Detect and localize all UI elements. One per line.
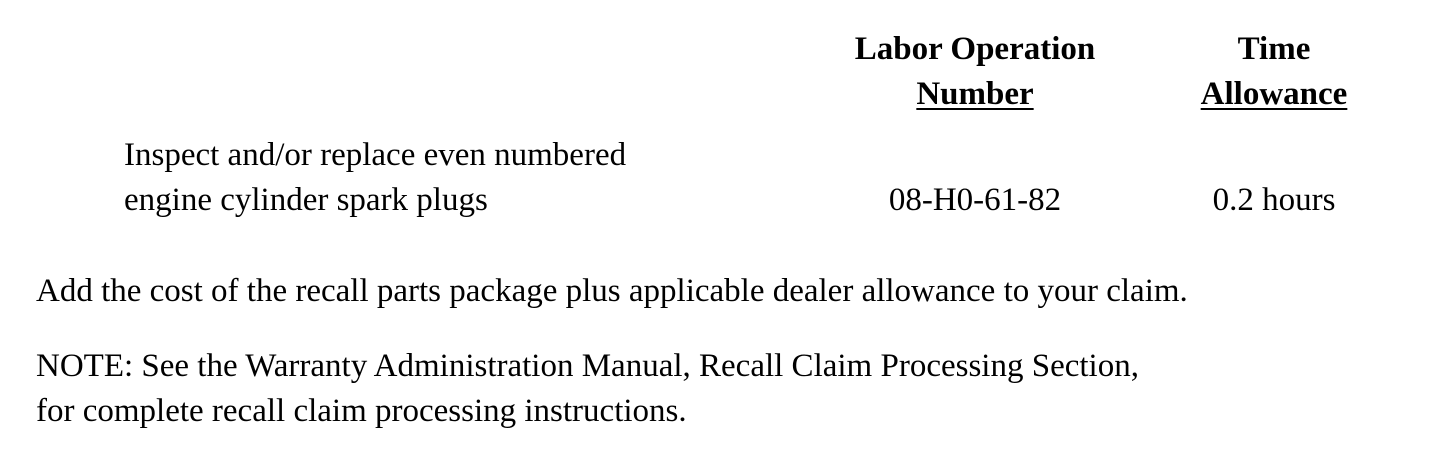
- time-allowance-header: [1150, 27, 1398, 117]
- labor-operation-number-header: [800, 27, 1150, 117]
- operation-description: [124, 133, 626, 223]
- description-line: Inspect and/or replace even numbered: [124, 137, 627, 173]
- labor-operation-number-value: 08-H0-61-82: [888, 182, 1062, 218]
- note-paragraph: [36, 344, 1139, 434]
- header-line: Labor Operation: [854, 31, 1096, 67]
- claim-cost-paragraph: Add the cost of the recall parts package plus applicable dealer allowance to your claim.: [36, 273, 1188, 309]
- note-text: for complete recall claim processing instructions.: [36, 393, 687, 429]
- note-label: NOTE:: [36, 348, 134, 384]
- header-line-underlined: Allowance: [1200, 76, 1348, 112]
- description-line: engine cylinder spark plugs: [124, 182, 488, 218]
- header-line: Time: [1237, 31, 1311, 67]
- note-text: See the Warranty Administration Manual, Recall Claim Processing Section,: [133, 348, 1139, 384]
- time-allowance-value: 0.2 hours: [1212, 182, 1336, 218]
- header-line-underlined: Number: [916, 76, 1034, 112]
